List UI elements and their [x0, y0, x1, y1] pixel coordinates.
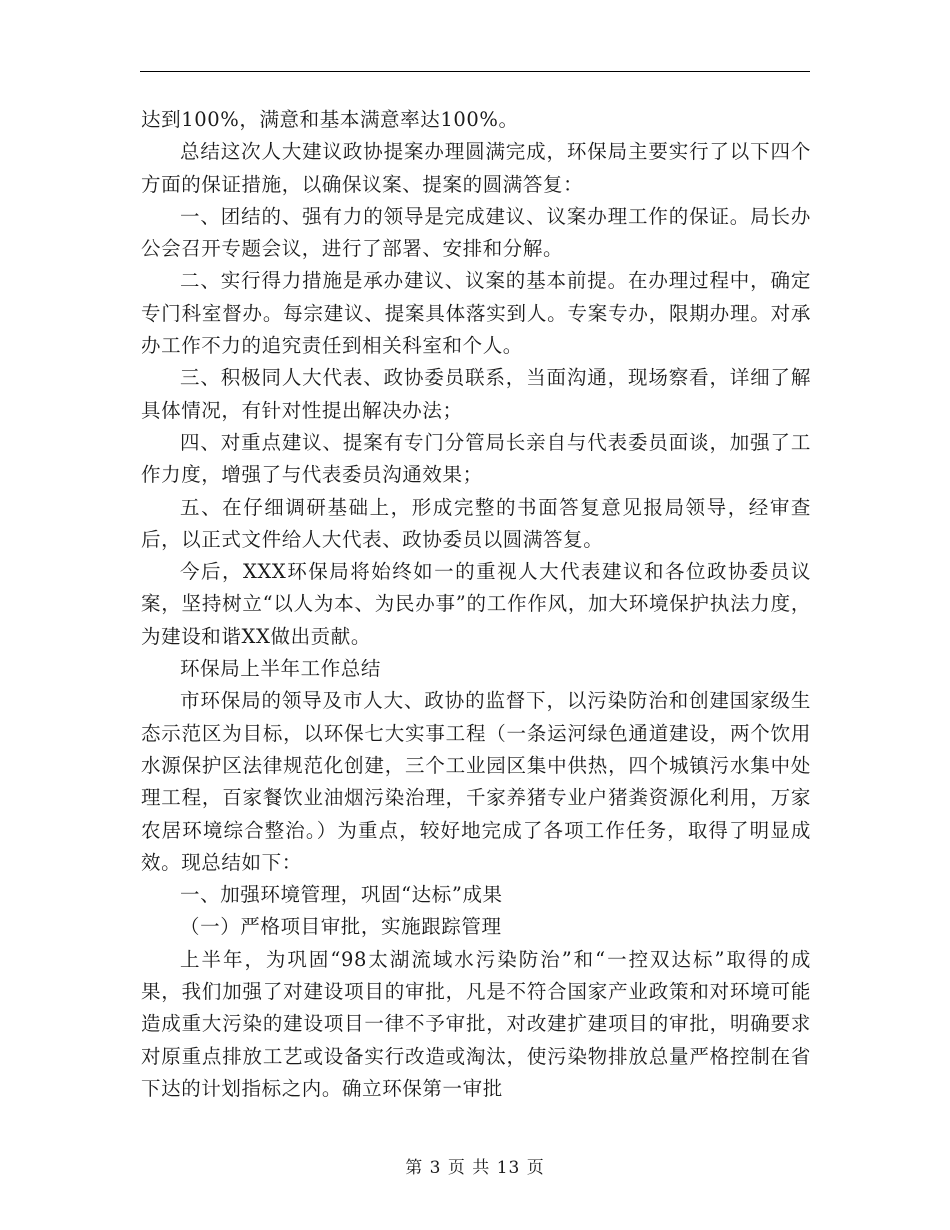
- paragraph: 总结这次人大建议政协提案办理圆满完成，环保局主要实行了以下四个方面的保证措施，以确保议案、提案的圆满答复：: [141, 140, 811, 196]
- paragraph: 达到100%，满意和基本满意率达100%。: [141, 108, 519, 131]
- paragraph: 一、团结的、强有力的领导是完成建议、议案办理工作的保证。局长办公会召开专题会议，进行了部署、安排和分解。: [141, 204, 811, 261]
- paragraph: 三、积极同人大代表、政协委员联系，当面沟通，现场察看，详细了解具体情况，有针对性提出解决办法；: [141, 366, 811, 422]
- paragraph: 上半年，为巩固“98太湖流域水污染防治”和“一控双达标”取得的成果，我们加强了对建设项目的审批，凡是不符合国家产业政策和对环境可能造成重大污染的建设项目一律不予审批，对改建扩建项目的审批，明确要求对原重点排放工艺或设备实行改造或淘汰，使污染物排放总量严格控制在省下达的计划指标之内。确立环保第一审批: [141, 947, 811, 1100]
- paragraph: 今后，XXX环保局将始终如一的重视人大代表建议和各位政协委员议案，坚持树立“以人为本、为民办事”的工作作风，加大环境保护执法力度，为建设和谐XX做出贡献。: [141, 560, 811, 648]
- paragraph: 五、在仔细调研基础上，形成完整的书面答复意见报局领导，经审查后，以正式文件给人大代表、政协委员以圆满答复。: [141, 495, 811, 551]
- header-rule: [140, 71, 810, 72]
- subsection-heading: （一）严格项目审批，实施跟踪管理: [180, 915, 502, 939]
- paragraph: 市环保局的领导及市人大、政协的监督下，以污染防治和创建国家级生态示范区为目标，以环保七大实事工程（一条运河绿色通道建设，两个饮用水源保护区法律规范化创建，三个工业园区集中供热，四个城镇污水集中处理工程，百家餐饮业油烟污染治理，千家养猪专业户猪粪资源化利用，万家农居环境综合整治。）为重点，较好地完成了各项工作任务，取得了明显成效。现总结如下：: [141, 689, 811, 874]
- section-title: 环保局上半年工作总结: [180, 657, 382, 681]
- page-number: 第 3 页 共 13 页: [405, 1158, 545, 1178]
- paragraph: 四、对重点建议、提案有专门分管局长亲自与代表委员面谈，加强了工作力度，增强了与代表委员沟通效果；: [141, 430, 811, 487]
- document-body: [141, 104, 811, 1105]
- paragraph: 二、实行得力措施是承办建议、议案的基本前提。在办理过程中，确定专门科室督办。每宗建议、提案具体落实到人。专案专办，限期办理。对承办工作不力的追究责任到相关科室和个人。: [141, 269, 811, 358]
- section-heading: 一、加强环境管理，巩固“达标”成果: [180, 883, 503, 907]
